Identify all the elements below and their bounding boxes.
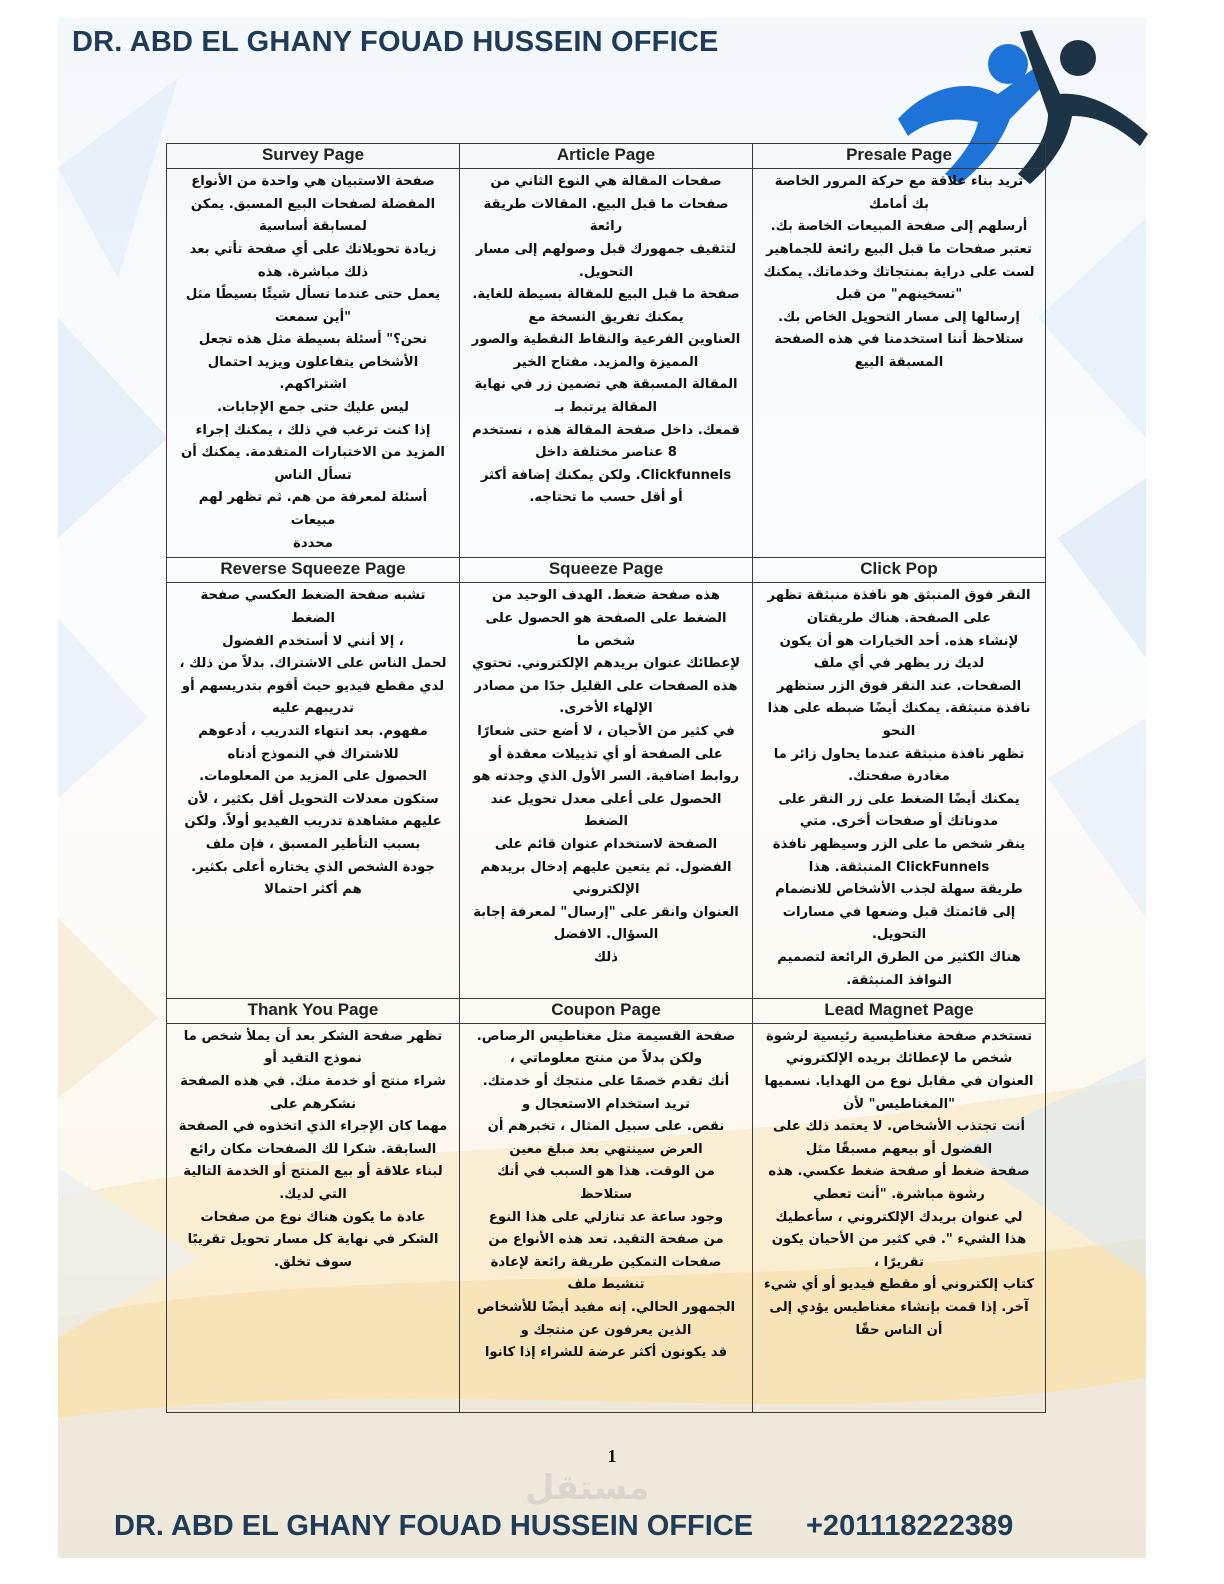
cell-line: تقريرًا ، [874,1254,924,1270]
cell-line: أنك تقدم خصمًا على منتجك أو خدمتك. [482,1074,730,1090]
cell-line: لست على دراية بمنتجاتك وخدماتك. يمكنك [763,264,1035,280]
cell-line: ينقر شخص ما على الزر وسيظهر نافذة [772,836,1026,852]
cell-line: تريد بناء علاقة مع حركة المرور الخاصة [774,174,1024,190]
cell-line: ولكن بدلاً من منتج معلوماتي ، [509,1051,703,1067]
cell-line: محددة [293,535,333,551]
cell-line: تظهر نافذة منبثقة عندما يحاول زائر ما [773,746,1025,762]
table-cell [753,169,1046,558]
cell-line: الحصول على أعلى معدل تحويل عند [490,791,722,807]
cell-line: صفحات التمكين طريقة رائعة لإعادة [490,1254,722,1270]
cell-line: وجود ساعة عد تنازلي على هذا النوع [488,1209,724,1225]
cell-line: على الصفحة أو أي تذييلات معقدة أو [489,746,723,762]
page-number: 1 [607,1446,617,1466]
cell-line: التحويل. [871,927,927,943]
cell-text [167,1024,459,1275]
cell-line: إذا كنت ترغب في ذلك ، يمكنك إجراء [195,422,431,438]
cell-title: Coupon Page [460,998,753,1023]
cell-line: سوف تخلق. [274,1254,352,1270]
cell-line: ذلك مباشرة. هذه [257,264,369,280]
cell-line: إلى قائمتك قبل وضعها في مسارات [782,904,1016,920]
cell-line: السؤال. الافضل [553,927,659,943]
cell-line: تظهر صفحة الشكر بعد أن يملأ شخص ما [183,1028,443,1044]
cell-line: شخص ما لإعطائك بريده الإلكتروني [785,1051,1013,1067]
cell-line: الأشخاص يتفاعلون ويزيد احتمال [207,354,419,370]
cell-line: تريد استخدام الاستعجال و [522,1096,690,1112]
cell-line: تشبه صفحة الضغط العكسي صفحة الضغط [200,588,426,627]
cell-line: الشكر في نهاية كل مسار تحويل تقريبًا [187,1232,439,1248]
cell-line: مغادرة صفحتك. [848,769,950,785]
cell-line: السابقة. شكرا لك الصفحات مكان رائع [189,1141,437,1157]
cell-line: "المغناطيس" لأن [843,1096,955,1112]
cell-line: لبناء علاقة أو بيع المنتج أو الخدمة التالية [183,1164,443,1180]
cell-text [460,1024,752,1365]
table-cell [753,583,1046,998]
cell-title: Thank You Page [167,998,460,1023]
cell-line: من صفحة التقيد. تعد هذه الأنواع من [488,1232,724,1248]
cell-line: لإعطائك عنوان بريدهم الإلكتروني. تحتوي [471,656,741,672]
cell-line: نشكرهم على [269,1096,357,1112]
cell-line: الفضول. ثم يتعين عليهم إدخال بريدهم [480,859,732,875]
cell-line: صفحة ضغط أو صفحة ضغط عكسي. هذه [768,1164,1030,1180]
cell-line: طريقة سهلة لجذب الأشخاص للانضمام [775,882,1023,898]
cell-title: Survey Page [167,144,460,169]
cell-line: أرسلهم إلى صفحة المبيعات الخاصة بك. [770,219,1028,235]
cell-line: النقر فوق المنبثق هو نافذة منبثقة تظهر [767,588,1031,604]
cell-title: Article Page [460,144,753,169]
cell-line: يمكنك أيضًا الضغط على زر النقر على [778,791,1020,807]
cell-line: ليس عليك حتى جمع الإجابات. [217,400,409,416]
cell-line: بك أمامك [869,196,929,212]
table-cell [460,169,753,558]
cell-line: على الصفحة. هناك طريقتان [806,611,992,627]
cell-line: المقالة يرتبط بـ [555,400,657,416]
cell-line: "أين سمعت [274,309,351,325]
cell-line: هناك الكثير من الطرق الرائعة لتصميم [777,949,1021,965]
cell-title: Reverse Squeeze Page [167,558,460,583]
cell-line: الإلكتروني [572,882,640,898]
cell-line: العرض سينتهي بعد مبلغ معين [509,1141,703,1157]
cell-line: الصفحة لاستخدام عنوان قائم على [494,836,718,852]
cell-line: شراء منتج أو خدمة منك. في هذه الصفحة [180,1074,446,1090]
cell-line: هذا الشيء ". في كثير من الأحيان يكون [771,1232,1027,1248]
cell-line: لديك زر يظهر في أي ملف [813,656,985,672]
cell-line: لدي مقطع فيديو حيث أقوم بتدريسهم أو [181,678,445,694]
cell-line: شخص ما [576,633,636,649]
cell-line: الحصول على المزيد من المعلومات. [199,769,427,785]
cell-line: صفحات ما قبل البيع. المقالات طريقة [483,196,729,212]
cell-line: زيادة تحويلاتك على أي صفحة تأتي بعد [189,241,437,257]
cell-line: الضغط [583,814,629,830]
cell-title: Click Pop [753,558,1046,583]
cell-line: اشتراكهم. [279,377,347,393]
cell-text [753,1024,1045,1342]
cell-line: لي عنوان بريدك الإلكتروني ، سأعطيك [775,1209,1023,1225]
cell-line: آخر. إذا قمت بإنشاء مغناطيس يؤدي إلى [769,1299,1029,1315]
cell-text [753,169,1045,374]
cell-line: أنت تجتذب الأشخاص. لا يعتمد ذلك على [773,1119,1025,1135]
cell-line: مدوناتك أو صفحات أخرى. متي [799,814,999,830]
cell-line: رائعة [589,219,623,235]
cell-line: ذلك [594,949,618,965]
cell-line: نموذج التقيد أو [264,1051,362,1067]
cell-title: Lead Magnet Page [753,998,1046,1023]
cell-line: أو أقل حسب ما تحتاجه. [529,490,683,506]
cell-line: هم أكثر احتمالا [264,882,362,898]
cell-text [167,583,459,901]
cell-line: صفحة الاستبيان هي واحدة من الأنواع [191,174,435,190]
cell-line: لمسابقة أساسية [259,219,367,235]
table-cell [167,1023,460,1412]
cell-line: المزيد من الاختبارات المتقدمة. يمكنك أن [181,445,445,461]
cell-line: للاشتراك في النموذج أدناه [227,746,399,762]
cell-line: نافذة منبثقة. يمكنك أيضًا ضبطه على هذا [767,701,1031,717]
cell-text [753,583,1045,992]
cell-line: من الوقت. هذا هو السبب في أنك ستلاحظ [497,1164,715,1202]
cell-line: ستلاحظ أننا استخدمنا في هذه الصفحة [774,332,1024,348]
cell-line: يعمل حتى عندما تسأل شيئًا بسيطًا مثل [185,287,441,303]
cell-line: صفحات المقالة هي النوع الثاني من [490,174,722,190]
cell-line: تدريبهم عليه [272,701,354,717]
cell-line: الذين يعرفون عن منتجك و [520,1322,692,1338]
cell-line: جودة الشخص الذي يختاره أعلى بكثير. [191,859,435,875]
cell-line: التحويل. [578,264,634,280]
cell-line: نحن؟" أسئلة بسيطة مثل هذه تجعل [198,332,428,348]
cell-line: هذه الصفحات على القليل جدًا من مصادر [474,678,738,694]
cell-text [460,169,752,510]
cell-line: أن الناس حقًا [855,1322,943,1338]
table-cell [460,583,753,998]
cell-line: الضغط على الصفحة هو الحصول على [485,611,727,627]
cell-line: صفحة ما قبل البيع للمقالة بسيطة للغاية. [472,287,740,303]
table-cell [460,1023,753,1412]
cell-line: عادة ما يكون هناك نوع من صفحات [200,1209,426,1225]
cell-line: المقالة المسبقة هي تضمين زر في نهاية [474,377,738,393]
cell-line: Clickfunnels. ولكن يمكنك إضافة أكثر [480,467,732,483]
cell-line: لحمل الناس على الاشتراك. بدلاً من ذلك ، [179,656,447,672]
cell-line: المفضلة لصفحات البيع المسبق. يمكن [190,196,436,212]
cell-line: تعتبر صفحات ما قبل البيع رائعة للجماهير [766,241,1032,257]
footer-name: DR. ABD EL GHANY FOUAD HUSSEIN OFFICE [114,1510,754,1542]
cell-line: صفحة القسيمة مثل مغناطيس الرصاص. [476,1028,736,1044]
cell-line: عليهم مشاهدة تدريب الفيديو أولاً. ولكن [184,814,442,830]
cell-line: تسأل الناس [274,467,352,483]
cell-text [167,169,459,555]
cell-line: بسبب التأطير المسبق ، فإن ملف [205,836,421,852]
watermark: مستقل [525,1468,650,1508]
cell-line: مهما كان الإجراء الذي اتخذوه في الصفحة [178,1119,448,1135]
cell-line: العنوان في مقابل نوع من الهدايا. نسميها [764,1074,1034,1090]
cell-line: روابط اضافية. السر الأول الذي وجدته هو [472,769,740,785]
cell-line: المسبقة البيع [854,354,944,370]
cell-line: المميزة والمزيد. مفتاح الخير [513,354,699,370]
cell-line: ، إلا أنني لا أستخدم الفضول [222,633,404,649]
cell-line: 8 عناصر مختلفة داخل [535,445,677,461]
cell-line: الإلهاء الأخرى. [559,701,653,717]
cell-line: كتاب إلكتروني أو مقطع فيديو أو أي شيء [763,1277,1035,1293]
cell-line: النحو [882,724,916,740]
cell-line: تستخدم صفحة مغناطيسية رئيسية لرشوة [765,1028,1033,1044]
cell-line: ClickFunnels المنبثقة. هذا [808,859,990,875]
cell-line: ستكون معدلات التحويل أقل بكثير ، لأن [187,791,439,807]
cell-line: النوافذ المنبثقة. [846,972,952,988]
cell-line: الجمهور الحالي. إنه مفيد أيضًا للأشخاص [476,1299,736,1315]
cell-title: Presale Page [753,144,1046,169]
cell-title: Squeeze Page [460,558,753,583]
header-title: DR. ABD EL GHANY FOUAD HUSSEIN OFFICE [72,26,719,58]
cell-line: مفهوم. بعد انتهاء التدريب ، أدعوهم [198,724,428,740]
cell-line: يمكنك تفريق النسخة مع [528,309,684,325]
cell-line: نقص. على سبيل المثال ، تخبرهم أن [487,1119,725,1135]
cell-line: قمعك. داخل صفحة المقالة هذه ، نستخدم [472,422,740,438]
cell-line: قد يكونون أكثر عرضة للشراء إذا كانوا [484,1345,728,1361]
cell-text [460,583,752,969]
table-cell [167,583,460,998]
cell-line: لإنشاء هذه. أحد الخيارات هو أن يكون [779,633,1019,649]
table-cell [167,169,460,558]
cell-line: تنشيط ملف [567,1277,645,1293]
cell-line: الصفحات. عند النقر فوق الزر ستظهر [776,678,1022,694]
cell-line: هذه صفحة ضغط. الهدف الوحيد من [492,588,720,604]
content-table [166,143,1046,1413]
table-cell [753,1023,1046,1412]
cell-line: العناوين الفرعية والنقاط النقطية والصور [471,332,741,348]
cell-line: إرسالها إلى مسار التحويل الخاص بك. [778,309,1020,325]
cell-line: "تسخينهم" من قبل [835,287,963,303]
cell-line: التي لديك. [279,1186,347,1202]
cell-line: العنوان وانقر على "إرسال" لمعرفة إجابة [473,904,739,920]
cell-line: لتثقيف جمهورك قبل وصولهم إلى مسار [475,241,737,257]
cell-line: أسئلة لمعرفة من هم. ثم تظهر لهم مبيعات [198,490,428,529]
cell-line: في كثير من الأحيان ، لا أضع حتى شعارًا [477,724,735,740]
cell-line: الفضول أو بيعهم مسبقًا مثل [805,1141,993,1157]
cell-line: رشوة مباشرة. "أنت تعطي [813,1186,985,1202]
footer-phone: +201118222389 [806,1510,1014,1542]
